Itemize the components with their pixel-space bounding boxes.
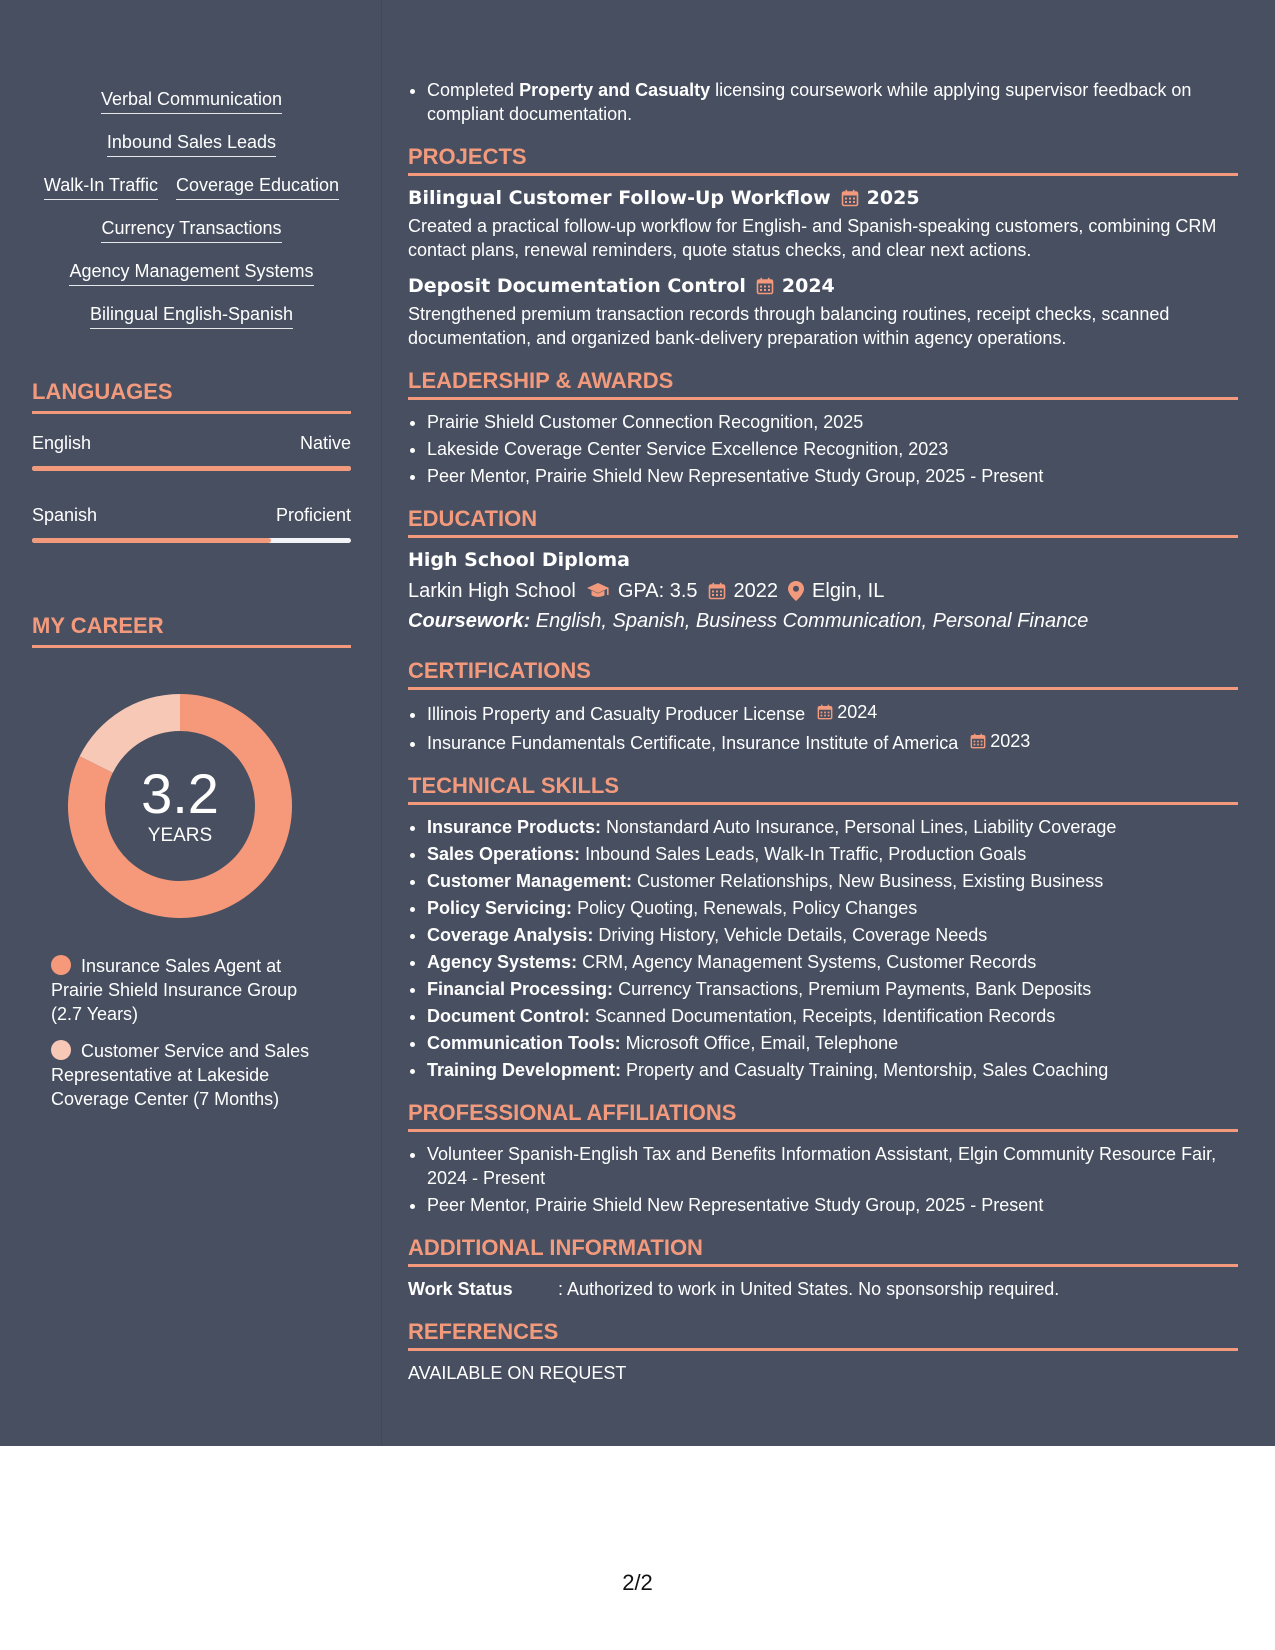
education-details — [408, 578, 1238, 604]
skill-category-values: Currency Transactions, Premium Payments, Bank Deposits — [613, 979, 1092, 999]
skill-tag-row — [32, 174, 351, 200]
list-item — [427, 815, 1238, 839]
calendar-icon — [756, 277, 774, 295]
skill-category-label: Insurance Products: — [427, 817, 602, 837]
skill-category-label: Financial Processing: — [427, 979, 614, 999]
skill-category-values: Customer Relationships, New Business, Existing Business — [632, 871, 1104, 891]
affiliations-heading: PROFESSIONAL AFFILIATIONS — [408, 1100, 1238, 1132]
list-item: • Prairie Shield Customer Connection Recognition, 2025 — [427, 410, 1238, 434]
skill-tag: Bilingual English-Spanish — [90, 303, 293, 329]
column-divider — [381, 0, 382, 1446]
skill-tag-row — [32, 303, 351, 329]
legend-dot-icon — [51, 955, 71, 975]
project-year: 2025 — [866, 187, 920, 209]
list-item — [427, 923, 1238, 947]
skill-category-label: Sales Operations: — [427, 844, 581, 864]
location-pin-icon — [788, 581, 804, 601]
page-number: 2/2 — [622, 1570, 653, 1595]
legend-item — [51, 1039, 333, 1111]
list-item — [427, 869, 1238, 893]
skill-tag: Inbound Sales Leads — [107, 131, 276, 157]
experience-continued-list — [408, 78, 1238, 126]
language-level-fill — [32, 538, 271, 543]
skill-category-values: Policy Quoting, Renewals, Policy Changes — [572, 898, 918, 918]
list-item — [427, 1031, 1238, 1055]
list-item — [427, 1058, 1238, 1082]
legend-item — [51, 954, 333, 1026]
affiliations-list — [408, 1142, 1238, 1217]
skill-category-values: Microsoft Office, Email, Telephone — [620, 1033, 899, 1053]
list-item — [427, 729, 1238, 755]
skill-category-values: Scanned Documentation, Receipts, Identification Records — [589, 1006, 1056, 1026]
skill-category-values: Driving History, Vehicle Details, Coverage Needs — [593, 925, 988, 945]
certifications-heading: CERTIFICATIONS — [408, 658, 1238, 690]
certification-year: 2024 — [837, 702, 878, 722]
list-item — [427, 700, 1238, 726]
skill-tag: Coverage Education — [176, 174, 339, 200]
legend-text: Customer Service and Sales Representative at Lakeside Coverage Center (7 Months) — [51, 1041, 310, 1109]
list-item: • Lakeside Coverage Center Service Excellence Recognition, 2023 — [427, 437, 1238, 461]
project-description: Strengthened premium transaction records through balancing routines, receipt checks, scanned documentation, and organized bank-delivery preparation within agency operations. — [408, 304, 1170, 348]
career-donut-chart — [68, 694, 292, 918]
bullet-text: Completed — [427, 80, 520, 100]
technical-skills-list — [408, 815, 1238, 1082]
skill-category-label: Document Control: — [427, 1006, 590, 1026]
references-text: AVAILABLE ON REQUEST — [408, 1363, 627, 1383]
list-item: • Volunteer Spanish-English Tax and Benefits Information Assistant, Elgin Community Resource Fair, 2024 - Present — [427, 1142, 1238, 1190]
calendar-icon — [970, 733, 986, 749]
education-heading: EDUCATION — [408, 506, 1238, 538]
education-location: Elgin, IL — [812, 580, 885, 602]
bullet-bold-text: Property and Casualty — [519, 80, 711, 100]
language-level: Proficient — [275, 505, 351, 525]
legend-text: Insurance Sales Agent at Prairie Shield Insurance Group (2.7 Years) — [51, 956, 298, 1024]
language-spanish — [32, 504, 351, 543]
list-item — [427, 842, 1238, 866]
skill-tag-row — [32, 131, 351, 157]
calendar-icon — [817, 704, 833, 720]
languages-heading: LANGUAGES — [32, 379, 351, 414]
skill-category-label: Policy Servicing: — [427, 898, 573, 918]
skill-category-values: Inbound Sales Leads, Walk-In Traffic, Production Goals — [580, 844, 1027, 864]
skill-tag: Walk-In Traffic — [44, 174, 158, 200]
language-level-bar — [32, 466, 351, 471]
skill-tag-row — [32, 88, 351, 114]
list-item: • Peer Mentor, Prairie Shield New Representative Study Group, 2025 - Present — [427, 464, 1238, 488]
list-item: • Peer Mentor, Prairie Shield New Representative Study Group, 2025 - Present — [427, 1193, 1238, 1217]
language-level-bar — [32, 538, 351, 543]
leadership-heading: LEADERSHIP & AWARDS — [408, 368, 1238, 400]
skill-tag-row — [32, 217, 351, 243]
technical-skills-heading: TECHNICAL SKILLS — [408, 773, 1238, 805]
skill-category-label: Training Development: — [427, 1060, 622, 1080]
work-status-value: : Authorized to work in United States. No sponsorship required. — [558, 1279, 1060, 1299]
legend-dot-icon — [51, 1040, 71, 1060]
language-name: Spanish — [32, 505, 98, 525]
skill-category-values: Property and Casualty Training, Mentorship, Sales Coaching — [621, 1060, 1109, 1080]
skill-tag: Agency Management Systems — [69, 260, 313, 286]
career-total-value: 3.2 — [141, 762, 219, 825]
project-title: Bilingual Customer Follow-Up Workflow — [408, 187, 831, 209]
leadership-list — [408, 410, 1238, 488]
list-item — [427, 977, 1238, 1001]
skill-category-label: Agency Systems: — [427, 952, 578, 972]
projects-heading: PROJECTS — [408, 144, 1238, 176]
project-item — [408, 186, 1238, 262]
skill-tag: Verbal Communication — [101, 88, 282, 114]
project-item — [408, 274, 1238, 350]
calendar-icon — [841, 189, 859, 207]
certifications-list — [408, 700, 1238, 755]
skills-tags — [32, 88, 351, 329]
education-coursework — [408, 608, 1238, 634]
skill-category-values: CRM, Agency Management Systems, Customer Records — [577, 952, 1037, 972]
list-item — [427, 78, 1238, 126]
left-column — [32, 78, 351, 1124]
references-heading: REFERENCES — [408, 1319, 1238, 1351]
list-item — [427, 1004, 1238, 1028]
career-legend — [51, 954, 333, 1111]
skill-tag: Currency Transactions — [101, 217, 281, 243]
career-heading: MY CAREER — [32, 613, 351, 648]
skill-category-label: Communication Tools: — [427, 1033, 621, 1053]
bullet-text: licensing coursework while applying supervisor feedback on compliant documentation. — [427, 80, 1192, 124]
certification-name: Insurance Fundamentals Certificate, Insurance Institute of America — [427, 733, 959, 753]
education-school: Larkin High School — [408, 580, 576, 602]
certification-year: 2023 — [990, 731, 1031, 751]
right-column — [408, 78, 1238, 1385]
language-level-fill — [32, 466, 351, 471]
education-year: 2022 — [733, 580, 779, 602]
language-english — [32, 432, 351, 471]
work-status-row — [408, 1277, 1238, 1301]
project-year: 2024 — [781, 275, 835, 297]
donut-center — [68, 694, 292, 918]
coursework-text: English, Spanish, Business Communication, Personal Finance — [530, 610, 1089, 632]
additional-info-heading: ADDITIONAL INFORMATION — [408, 1235, 1238, 1267]
language-level: Native — [299, 433, 351, 453]
calendar-icon — [708, 582, 726, 600]
list-item — [427, 950, 1238, 974]
skill-category-values: Nonstandard Auto Insurance, Personal Lines, Liability Coverage — [601, 817, 1117, 837]
education-degree: High School Diploma — [408, 549, 630, 571]
education-gpa: GPA: 3.5 — [617, 580, 698, 602]
skill-tag-row — [32, 260, 351, 286]
project-title: Deposit Documentation Control — [408, 275, 746, 297]
language-name: English — [32, 433, 92, 453]
skill-category-label: Coverage Analysis: — [427, 925, 594, 945]
coursework-label: Coursework: — [408, 610, 531, 632]
certification-name: Illinois Property and Casualty Producer License — [427, 704, 806, 724]
work-status-label: Work Status — [408, 1279, 513, 1299]
skill-category-label: Customer Management: — [427, 871, 633, 891]
list-item — [427, 896, 1238, 920]
career-total-unit: YEARS — [147, 825, 213, 846]
graduation-cap-icon — [586, 582, 610, 600]
project-description: Created a practical follow-up workflow for English- and Spanish-speaking customers, combining CRM contact plans, renewal reminders, quote status checks, and clear next actions. — [408, 216, 1217, 260]
